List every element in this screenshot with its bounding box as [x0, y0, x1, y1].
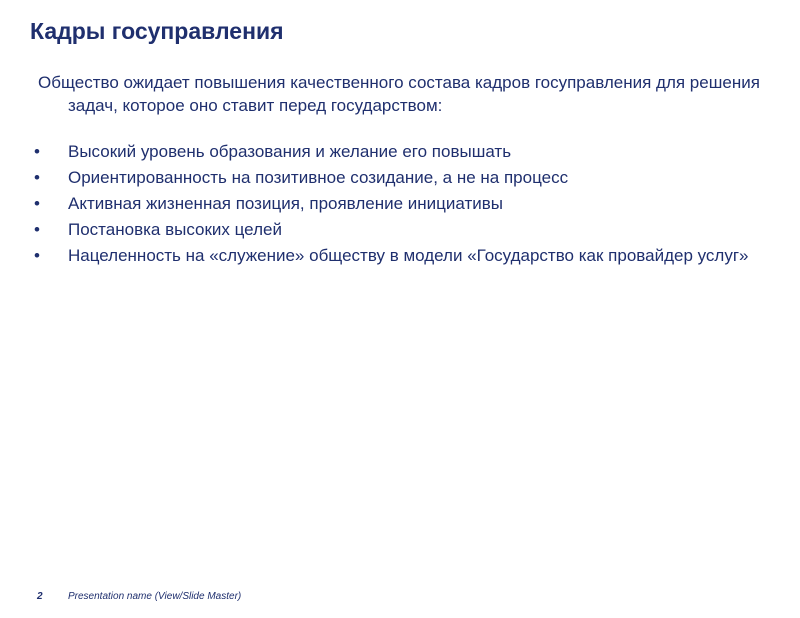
bullet-text: Нацеленность на «служение» обществу в модели «Государство как провайдер услуг»	[68, 246, 749, 265]
bullet-text: Ориентированность на позитивное созидание, а не на процесс	[68, 168, 569, 187]
bullet-icon: •	[34, 194, 40, 213]
slide-body	[30, 71, 780, 270]
bullet-list	[30, 140, 780, 267]
slide-footer	[37, 591, 241, 602]
bullet-icon: •	[34, 168, 40, 187]
intro-paragraph: Общество ожидает повышения качественного состава кадров госуправления для решения задач, которое оно ставит перед государством:	[38, 73, 760, 115]
bullet-item	[30, 244, 780, 267]
bullet-icon: •	[34, 220, 40, 239]
bullet-text: Постановка высоких целей	[68, 220, 282, 239]
slide-title: Кадры госуправления	[30, 18, 284, 44]
bullet-text: Активная жизненная позиция, проявление инициативы	[68, 194, 503, 213]
bullet-item	[30, 218, 780, 241]
bullet-icon: •	[34, 246, 40, 265]
bullet-icon: •	[34, 142, 40, 161]
bullet-text: Высокий уровень образования и желание его повышать	[68, 142, 512, 161]
page-number: 2	[37, 591, 43, 602]
bullet-item	[30, 192, 780, 215]
bullet-item	[30, 140, 780, 163]
presentation-name: Presentation name (View/Slide Master)	[68, 591, 242, 602]
bullet-item	[30, 166, 780, 189]
